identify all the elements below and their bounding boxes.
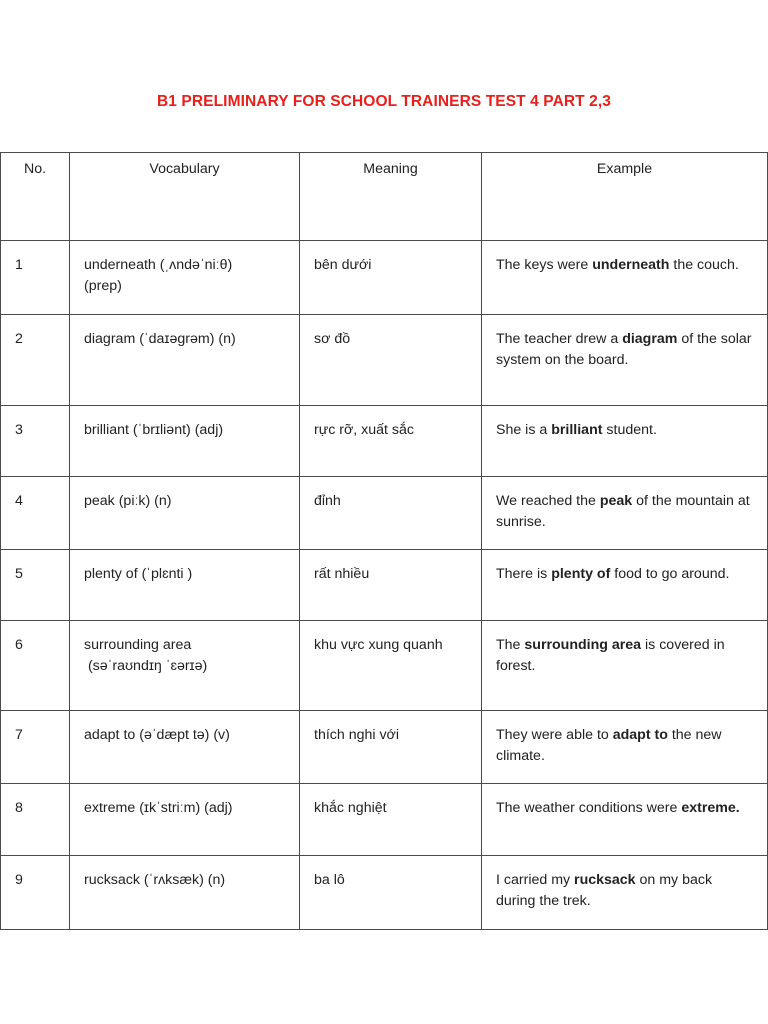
cell-meaning: bên dưới — [300, 241, 482, 315]
vocabulary-table — [0, 152, 768, 930]
table-row — [1, 550, 768, 621]
header-no: No. — [1, 153, 70, 241]
example-text: food to go around. — [610, 566, 730, 582]
cell-vocabulary — [70, 784, 300, 856]
cell-meaning: khắc nghiệt — [300, 784, 482, 856]
vocabulary-line: (səˈraʊndɪŋ ˈɛərɪə) — [84, 658, 208, 674]
example-highlight: plenty of — [551, 566, 611, 582]
cell-example — [482, 477, 768, 550]
cell-no: 8 — [1, 784, 70, 856]
example-text: The teacher drew a — [496, 331, 623, 347]
cell-meaning: thích nghi với — [300, 711, 482, 784]
cell-no: 3 — [1, 406, 70, 477]
vocabulary-line: diagram (ˈdaɪəgrəm) (n) — [84, 331, 236, 347]
example-text: She is a — [496, 422, 552, 438]
cell-meaning: ba lô — [300, 856, 482, 930]
example-text: They were able to — [496, 727, 613, 743]
cell-example — [482, 406, 768, 477]
example-highlight: peak — [599, 493, 633, 509]
vocabulary-line: surrounding area — [84, 637, 192, 653]
cell-example — [482, 711, 768, 784]
example-text: We reached the — [496, 493, 600, 509]
example-text: on my back during the trek. — [496, 872, 713, 909]
vocabulary-line: plenty of (ˈplɛnti ) — [84, 566, 193, 582]
example-text: There is — [496, 566, 552, 582]
example-text: of the solar system on the board. — [496, 331, 752, 368]
cell-meaning: rực rỡ, xuất sắc — [300, 406, 482, 477]
cell-meaning: sơ đồ — [300, 315, 482, 406]
example-text: The — [496, 637, 525, 653]
cell-no: 6 — [1, 621, 70, 711]
cell-no: 5 — [1, 550, 70, 621]
vocabulary-line: adapt to (əˈdæpt tə) (v) — [84, 727, 230, 743]
example-highlight: rucksack — [574, 872, 636, 888]
vocabulary-line: (prep) — [84, 278, 122, 294]
table-body — [1, 241, 768, 930]
example-text: the couch. — [669, 257, 739, 273]
header-vocabulary: Vocabulary — [70, 153, 300, 241]
table-row — [1, 241, 768, 315]
example-text: student. — [602, 422, 657, 438]
vocabulary-line: peak (piːk) (n) — [84, 493, 172, 509]
table-row — [1, 856, 768, 930]
example-highlight: brilliant — [551, 422, 603, 438]
example-text: The keys were — [496, 257, 593, 273]
cell-example — [482, 621, 768, 711]
cell-vocabulary — [70, 315, 300, 406]
cell-vocabulary — [70, 241, 300, 315]
header-meaning: Meaning — [300, 153, 482, 241]
example-highlight: extreme. — [681, 800, 740, 816]
table-row — [1, 315, 768, 406]
table-row — [1, 477, 768, 550]
cell-no: 1 — [1, 241, 70, 315]
vocabulary-line: brilliant (ˈbrɪliənt) (adj) — [84, 422, 224, 438]
example-text: of the mountain at sunrise. — [496, 493, 750, 530]
cell-vocabulary — [70, 711, 300, 784]
example-highlight: underneath — [592, 257, 670, 273]
example-text: is covered in forest. — [496, 637, 725, 674]
page-title: B1 PRELIMINARY FOR SCHOOL TRAINERS TEST 4 PART 2,3 — [157, 93, 611, 110]
vocabulary-line: rucksack (ˈrʌksæk) (n) — [84, 872, 226, 888]
cell-meaning: khu vực xung quanh — [300, 621, 482, 711]
cell-meaning: rất nhiều — [300, 550, 482, 621]
example-highlight: adapt to — [612, 727, 668, 743]
cell-no: 7 — [1, 711, 70, 784]
cell-example — [482, 856, 768, 930]
table-row — [1, 711, 768, 784]
cell-vocabulary — [70, 621, 300, 711]
example-text: I carried my — [496, 872, 575, 888]
vocabulary-line: extreme (ɪkˈstriːm) (adj) — [84, 800, 233, 816]
cell-example — [482, 550, 768, 621]
cell-vocabulary — [70, 856, 300, 930]
cell-example — [482, 784, 768, 856]
example-text: the new climate. — [496, 727, 722, 764]
table-row — [1, 784, 768, 856]
cell-vocabulary — [70, 477, 300, 550]
header-example: Example — [482, 153, 768, 241]
cell-no: 2 — [1, 315, 70, 406]
table-row — [1, 406, 768, 477]
example-text: The weather conditions were — [496, 800, 682, 816]
table-header-row — [1, 153, 768, 241]
cell-no: 4 — [1, 477, 70, 550]
cell-vocabulary — [70, 406, 300, 477]
cell-example — [482, 241, 768, 315]
table-row — [1, 621, 768, 711]
vocabulary-line: underneath (ˌʌndəˈniːθ) — [84, 257, 233, 273]
example-highlight: diagram — [622, 331, 678, 347]
cell-meaning: đỉnh — [300, 477, 482, 550]
cell-no: 9 — [1, 856, 70, 930]
cell-vocabulary — [70, 550, 300, 621]
example-highlight: surrounding area — [524, 637, 642, 653]
cell-example — [482, 315, 768, 406]
